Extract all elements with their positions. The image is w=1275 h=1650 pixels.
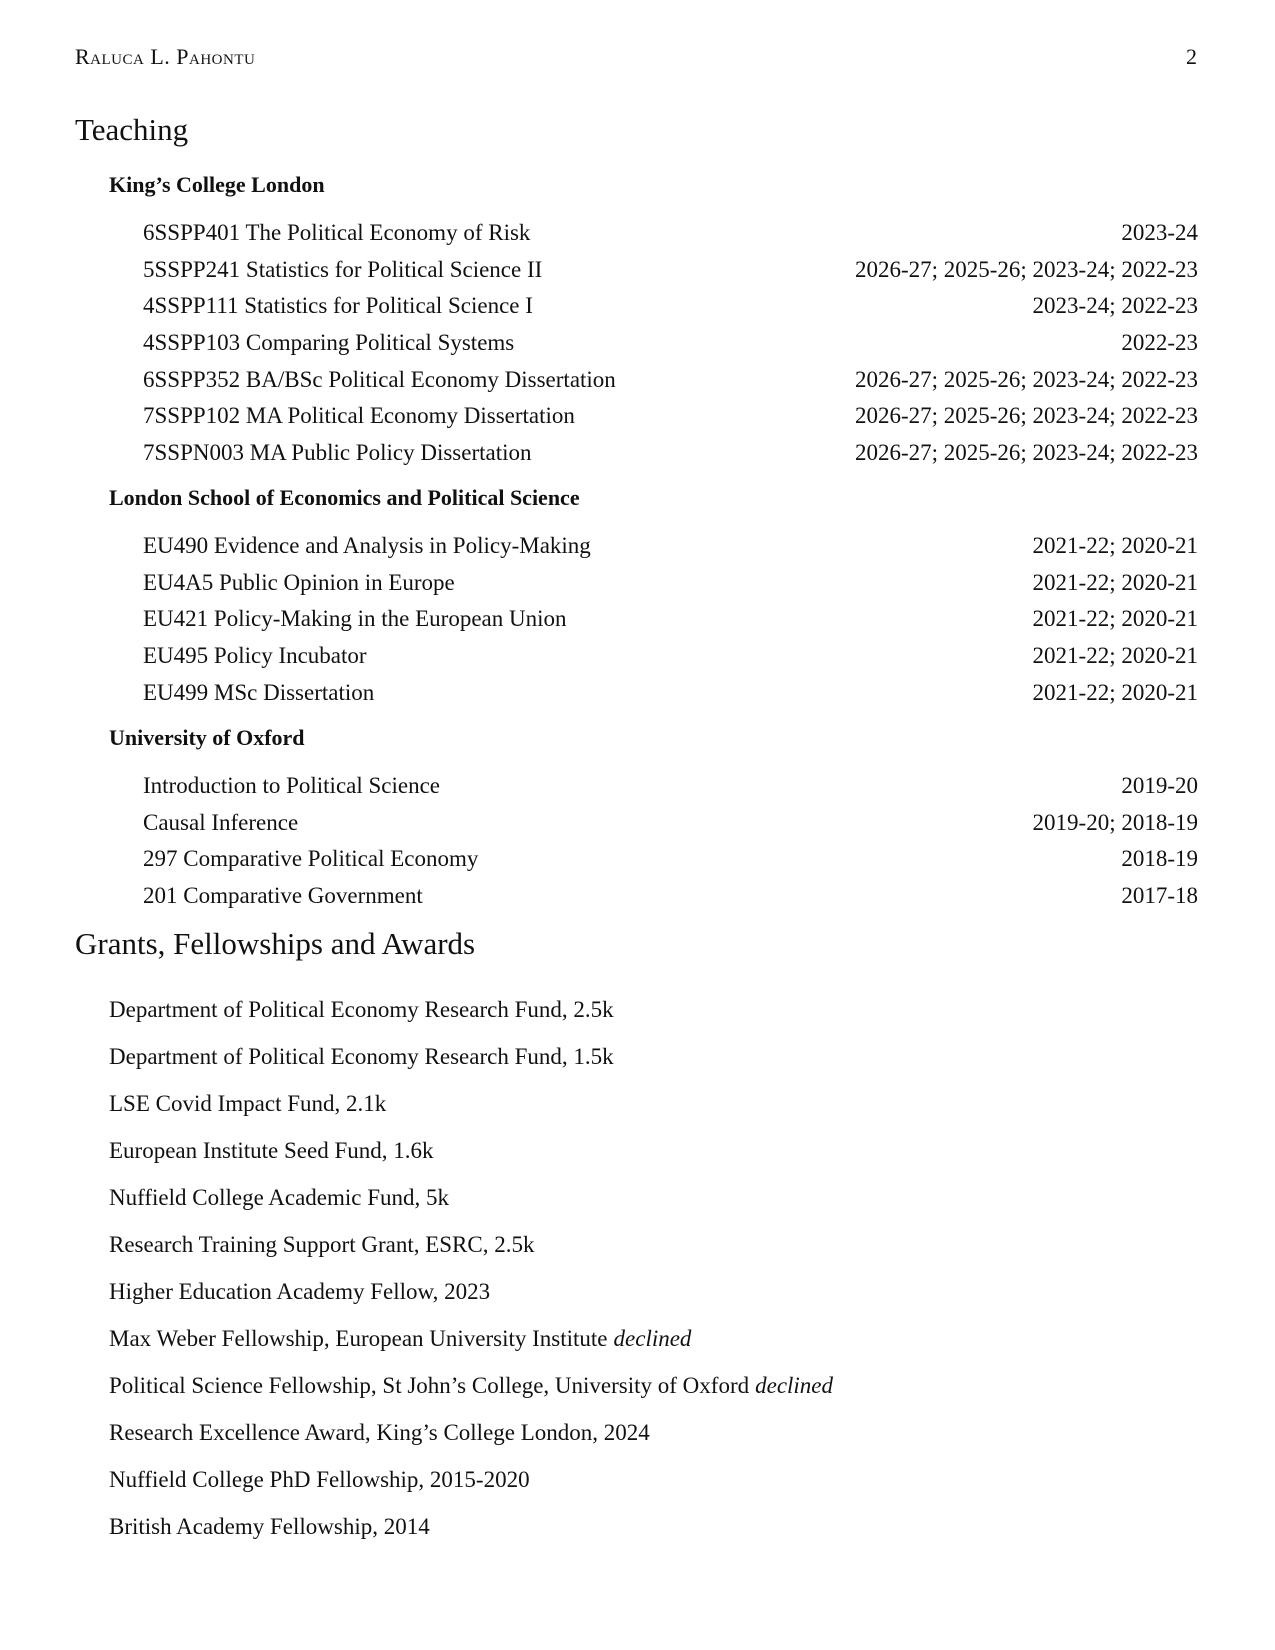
grant-item: [109, 1503, 833, 1550]
course-row: [143, 215, 1198, 252]
course-row: [143, 252, 1198, 289]
course-row: [143, 288, 1198, 325]
course-row: [143, 878, 1198, 915]
course-years: 2019-20; 2018-19: [1032, 809, 1198, 835]
course-title: 6SSPP401 The Political Economy of Risk: [143, 220, 531, 246]
course-years: 2021-22; 2020-21: [1032, 643, 1198, 669]
course-row: [143, 565, 1198, 602]
course-title: 7SSPP102 MA Political Economy Dissertation: [143, 403, 575, 429]
grant-item: [109, 1127, 833, 1174]
course-title: 7SSPN003 MA Public Policy Dissertation: [143, 439, 532, 465]
course-years: 2026-27; 2025-26; 2023-24; 2022-23: [854, 439, 1198, 465]
section-title-grants: Grants, Fellowships and Awards: [75, 926, 476, 961]
author-name: Raluca L. Pahontu: [75, 44, 256, 69]
course-years: 2026-27; 2025-26; 2023-24; 2022-23: [854, 403, 1198, 429]
course-years: 2021-22; 2020-21: [1032, 606, 1198, 632]
course-row: [143, 674, 1198, 711]
grant-note: declined: [755, 1372, 834, 1398]
course-title: 297 Comparative Political Economy: [143, 846, 479, 872]
course-row: [143, 398, 1198, 435]
course-title: 5SSPP241 Statistics for Political Science II: [143, 256, 543, 282]
course-years: 2021-22; 2020-21: [1032, 569, 1198, 595]
institution-heading: King’s College London: [109, 172, 325, 197]
grant-item: [109, 1033, 833, 1080]
grant-text: Research Training Support Grant, ESRC, 2.5k: [109, 1231, 535, 1257]
course-title: 4SSPP103 Comparing Political Systems: [143, 330, 515, 356]
grant-text: Political Science Fellowship, St John’s College, University of Oxford: [109, 1372, 750, 1398]
course-row: [143, 768, 1198, 805]
grant-text: Department of Political Economy Research Fund, 2.5k: [109, 996, 614, 1022]
course-title: Introduction to Political Science: [143, 773, 441, 799]
course-list: [143, 215, 1198, 471]
section-title-teaching: Teaching: [75, 112, 189, 147]
course-row: [143, 325, 1198, 362]
grant-note: declined: [613, 1325, 692, 1351]
grant-text: British Academy Fellowship, 2014: [109, 1513, 430, 1539]
page-number: 2: [1186, 44, 1197, 69]
grant-item: [109, 1362, 833, 1409]
course-title: EU499 MSc Dissertation: [143, 679, 375, 705]
grant-item: [109, 1315, 833, 1362]
course-years: 2017-18: [1121, 883, 1198, 909]
grant-item: [109, 1268, 833, 1315]
course-title: Causal Inference: [143, 809, 299, 835]
course-years: 2022-23: [1121, 330, 1198, 356]
grant-text: LSE Covid Impact Fund, 2.1k: [109, 1090, 387, 1116]
course-title: 6SSPP352 BA/BSc Political Economy Dissertation: [143, 366, 616, 392]
course-list: [143, 768, 1198, 914]
course-title: 4SSPP111 Statistics for Political Science I: [143, 293, 533, 319]
grant-item: [109, 1409, 833, 1456]
course-row: [143, 841, 1198, 878]
course-row: [143, 361, 1198, 398]
grant-item: [109, 1080, 833, 1127]
course-years: 2019-20: [1121, 773, 1198, 799]
course-row: [143, 601, 1198, 638]
course-title: EU4A5 Public Opinion in Europe: [143, 569, 455, 595]
course-row: [143, 805, 1198, 842]
course-title: 201 Comparative Government: [143, 883, 423, 909]
course-title: EU490 Evidence and Analysis in Policy-Making: [143, 533, 591, 559]
grant-text: Nuffield College PhD Fellowship, 2015-2020: [109, 1466, 530, 1492]
course-row: [143, 528, 1198, 565]
course-years: 2026-27; 2025-26; 2023-24; 2022-23: [854, 256, 1198, 282]
course-years: 2026-27; 2025-26; 2023-24; 2022-23: [854, 366, 1198, 392]
page-header: [75, 44, 1197, 70]
course-years: 2023-24: [1121, 220, 1198, 246]
course-row: [143, 435, 1198, 472]
institution-heading: London School of Economics and Political Science: [109, 485, 580, 510]
course-years: 2023-24; 2022-23: [1032, 293, 1198, 319]
grant-text: Max Weber Fellowship, European University Institute: [109, 1325, 608, 1351]
grant-text: European Institute Seed Fund, 1.6k: [109, 1137, 434, 1163]
grant-text: Higher Education Academy Fellow, 2023: [109, 1278, 491, 1304]
course-years: 2018-19: [1121, 846, 1198, 872]
course-row: [143, 638, 1198, 675]
grant-item: [109, 986, 833, 1033]
course-title: EU421 Policy-Making in the European Union: [143, 606, 567, 632]
institution-heading: University of Oxford: [109, 725, 305, 750]
grant-item: [109, 1456, 833, 1503]
course-title: EU495 Policy Incubator: [143, 643, 367, 669]
grant-item: [109, 1221, 833, 1268]
course-list: [143, 528, 1198, 711]
course-years: 2021-22; 2020-21: [1032, 679, 1198, 705]
grant-text: Nuffield College Academic Fund, 5k: [109, 1184, 450, 1210]
course-years: 2021-22; 2020-21: [1032, 533, 1198, 559]
grant-text: Research Excellence Award, King’s College London, 2024: [109, 1419, 650, 1445]
grant-item: [109, 1174, 833, 1221]
grants-list: [109, 986, 833, 1550]
grant-text: Department of Political Economy Research Fund, 1.5k: [109, 1043, 614, 1069]
